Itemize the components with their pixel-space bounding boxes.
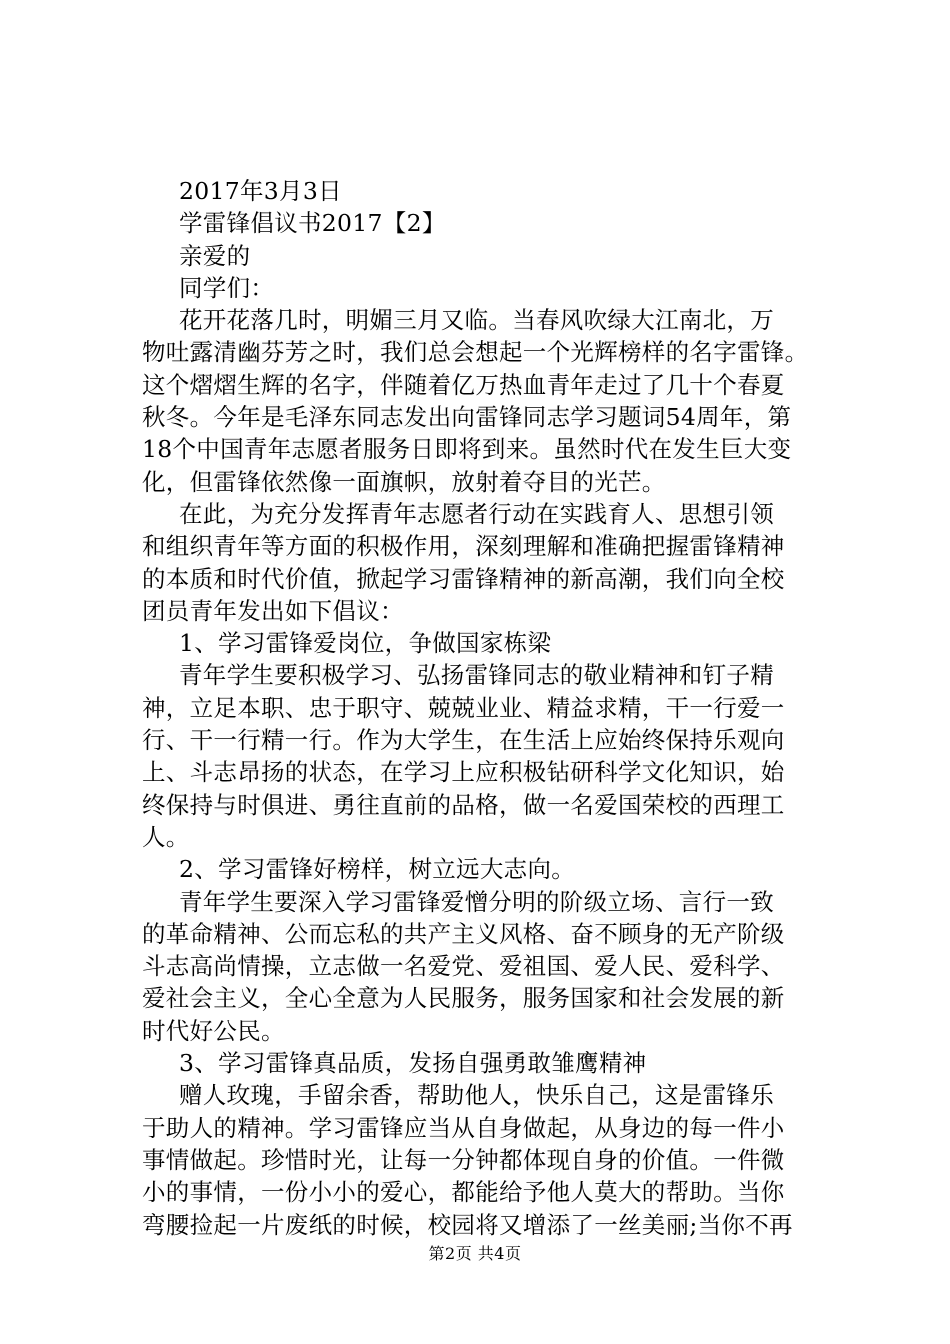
text-line: 赠人玫瑰，手留余香，帮助他人，快乐自己，这是雷锋乐 <box>179 1081 774 1110</box>
text-line: 秋冬。今年是毛泽东同志发出向雷锋同志学习题词54周年，第 <box>142 403 792 432</box>
text-line: 爱社会主义，全心全意为人民服务，服务国家和社会发展的新 <box>142 984 785 1013</box>
text-line: 18个中国青年志愿者服务日即将到来。虽然时代在发生巨大变 <box>142 435 792 464</box>
text-line: 青年学生要深入学习雷锋爱憎分明的阶级立场、言行一致 <box>179 887 774 916</box>
text-line: 的革命精神、公而忘私的共产主义风格、奋不顾身的无产阶级 <box>142 919 785 948</box>
text-line: 3、学习雷锋真品质，发扬自强勇敢雏鹰精神 <box>179 1049 647 1078</box>
text-line: 1、学习雷锋爱岗位，争做国家栋梁 <box>179 629 552 658</box>
text-line: 弯腰捡起一片废纸的时候，校园将又增添了一丝美丽;当你不再 <box>142 1210 793 1239</box>
text-line: 时代好公民。 <box>142 1016 285 1045</box>
text-line: 人。 <box>142 822 190 851</box>
text-line: 行、干一行精一行。作为大学生，在生活上应始终保持乐观向 <box>142 726 785 755</box>
text-line: 上、斗志昂扬的状态，在学习上应积极钻研科学文化知识，始 <box>142 758 785 787</box>
text-line: 团员青年发出如下倡议： <box>142 596 404 625</box>
document-body <box>142 175 832 1241</box>
text-line: 事情做起。珍惜时光，让每一分钟都体现自身的价值。一件微 <box>142 1145 785 1174</box>
text-line: 2、学习雷锋好榜样，树立远大志向。 <box>179 855 576 884</box>
text-line: 神，立足本职、忠于职守、兢兢业业、精益求精，干一行爱一 <box>142 693 785 722</box>
text-line: 青年学生要积极学习、弘扬雷锋同志的敬业精神和钉子精 <box>179 661 774 690</box>
text-line: 在此，为充分发挥青年志愿者行动在实践育人、思想引领 <box>179 499 774 528</box>
text-line: 化，但雷锋依然像一面旗帜，放射着夺目的光芒。 <box>142 467 666 496</box>
text-line: 这个熠熠生辉的名字，伴随着亿万热血青年走过了几十个春夏 <box>142 370 785 399</box>
text-line: 同学们： <box>179 273 275 302</box>
text-line: 小的事情，一份小小的爱心，都能给予他人莫大的帮助。当你 <box>142 1178 785 1207</box>
text-line: 亲爱的 <box>179 241 251 270</box>
text-line: 斗志高尚情操，立志做一名爱党、爱祖国、爱人民、爱科学、 <box>142 952 785 981</box>
text-line: 学雷锋倡议书2017【2】 <box>179 209 446 238</box>
text-line: 物吐露清幽芬芳之时，我们总会想起一个光辉榜样的名字雷锋。 <box>142 338 809 367</box>
text-line: 2017年3月3日 <box>179 177 342 205</box>
text-line: 和组织青年等方面的积极作用，深刻理解和准确把握雷锋精神 <box>142 532 785 561</box>
text-line: 终保持与时俱进、勇往直前的品格，做一名爱国荣校的西理工 <box>142 790 785 819</box>
text-line: 于助人的精神。学习雷锋应当从自身做起，从身边的每一件小 <box>142 1113 785 1142</box>
text-line: 的本质和时代价值，掀起学习雷锋精神的新高潮，我们向全校 <box>142 564 785 593</box>
page-footer: 第2页 共4页 <box>428 1244 522 1263</box>
text-line: 花开花落几时，明媚三月又临。当春风吹绿大江南北，万 <box>179 306 774 335</box>
